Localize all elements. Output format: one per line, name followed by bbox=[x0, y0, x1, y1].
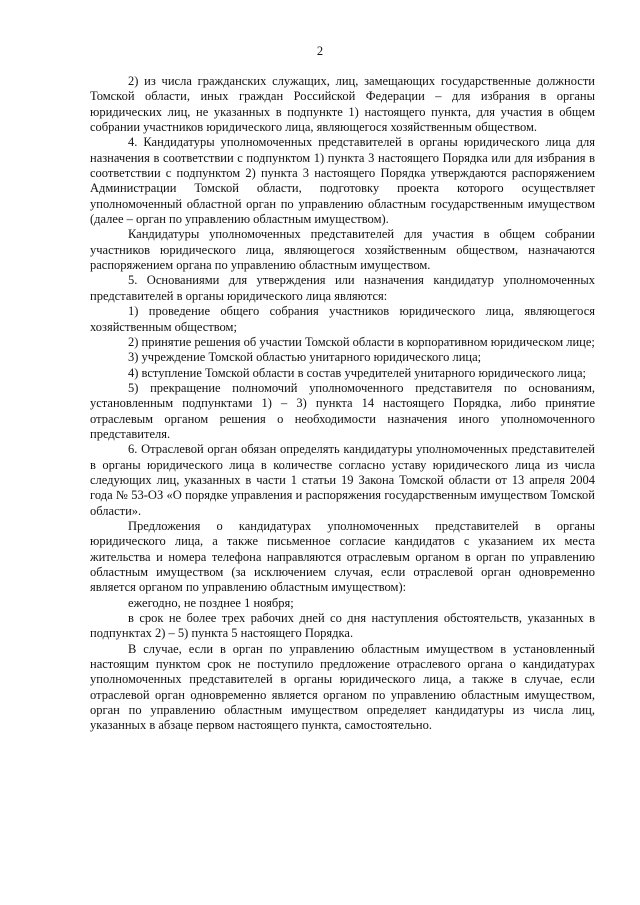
paragraph-6-independent: В случае, если в орган по управлению областным имуществом в установленный настоящим пунктом срок не поступило предложение отраслевого органа о кандидатурах уполномоченных представителей в органы юридического лица, а также в случае, если отраслевой орган одновременно является органом по управлению областным имуществом, орган по управлению областным имуществом определяет кандидатуры из числа лиц, указанных в абзаце первом настоящего пункта, самостоятельно. bbox=[90, 641, 595, 733]
document-body bbox=[90, 74, 595, 734]
paragraph-2-subitem-2: 2) из числа гражданских служащих, лиц, замещающих государственные должности Томской области, иных граждан Российской Федерации – для избрания в органы юридических лиц, не указанных в подпункте 1) настоящего пункта, для участия в общем собрании участников юридического лица, являющегося хозяйственным обществом. bbox=[90, 74, 595, 135]
paragraph-4: 4. Кандидатуры уполномоченных представителей в органы юридического лица для назначения в соответствии с подпунктом 1) пункта 3 настоящего Порядка или для избрания в соответствии с подпунктом 2) пункта 3 настоящего Порядка утверждаются распоряжением Администрации Томской области, подготовку проекта которого осуществляет уполномоченный областной орган по управлению областным государственным имуществом (далее – орган по управлению областным имуществом). bbox=[90, 135, 595, 227]
paragraph-5-subitem-3: 3) учреждение Томской областью унитарного юридического лица; bbox=[128, 350, 482, 365]
paragraph-4-general-meeting: Кандидатуры уполномоченных представителей для участия в общем собрании участников юридического лица, являющегося хозяйственным обществом, назначаются распоряжением органа по управлению областным имуществом. bbox=[90, 227, 595, 273]
paragraph-5-subitem-4: 4) вступление Томской области в состав учредителей унитарного юридического лица; bbox=[128, 365, 586, 380]
paragraph-5-subitem-5: 5) прекращение полномочий уполномоченного представителя по основаниям, установленным подпунктами 1) – 3) пункта 14 настоящего Порядка, либо принятие отраслевым органом решения о необходимости назначения иного уполномоченного представителя. bbox=[90, 380, 595, 441]
paragraph-5: 5. Основаниями для утверждения или назначения кандидатур уполномоченных представителей в органы юридического лица являются: bbox=[90, 273, 595, 303]
paragraph-5-subitem-2: 2) принятие решения об участии Томской области в корпоративном юридическом лице; bbox=[128, 334, 595, 349]
paragraph-5-subitem-1: 1) проведение общего собрания участников юридического лица, являющегося хозяйственным обществом; bbox=[90, 304, 595, 334]
paragraph-6: 6. Отраслевой орган обязан определять кандидатуры уполномоченных представителей в органы юридического лица в количестве согласно уставу юридического лица из числа следующих лиц, указанных в части 1 статьи 19 Закона Томской области от 13 апреля 2004 года № 53-ОЗ «О порядке управления и распоряжения государственным имуществом Томской области». bbox=[90, 442, 595, 518]
page-number: 2 bbox=[316, 44, 324, 58]
paragraph-6-proposals: Предложения о кандидатурах уполномоченных представителей в органы юридического лица, а также письменное согласие кандидатов с указанием их места жительства и номера телефона направляются отраслевым органом в орган по управлению областным имуществом (за исключением случая, если отраслевой орган одновременно является органом по управлению областным имуществом): bbox=[90, 518, 595, 595]
paragraph-6-deadline: в срок не более трех рабочих дней со дня наступления обстоятельств, указанных в подпунктах 2) – 5) пункта 5 настоящего Порядка. bbox=[90, 611, 595, 641]
paragraph-6-annually: ежегодно, не позднее 1 ноября; bbox=[128, 595, 294, 610]
